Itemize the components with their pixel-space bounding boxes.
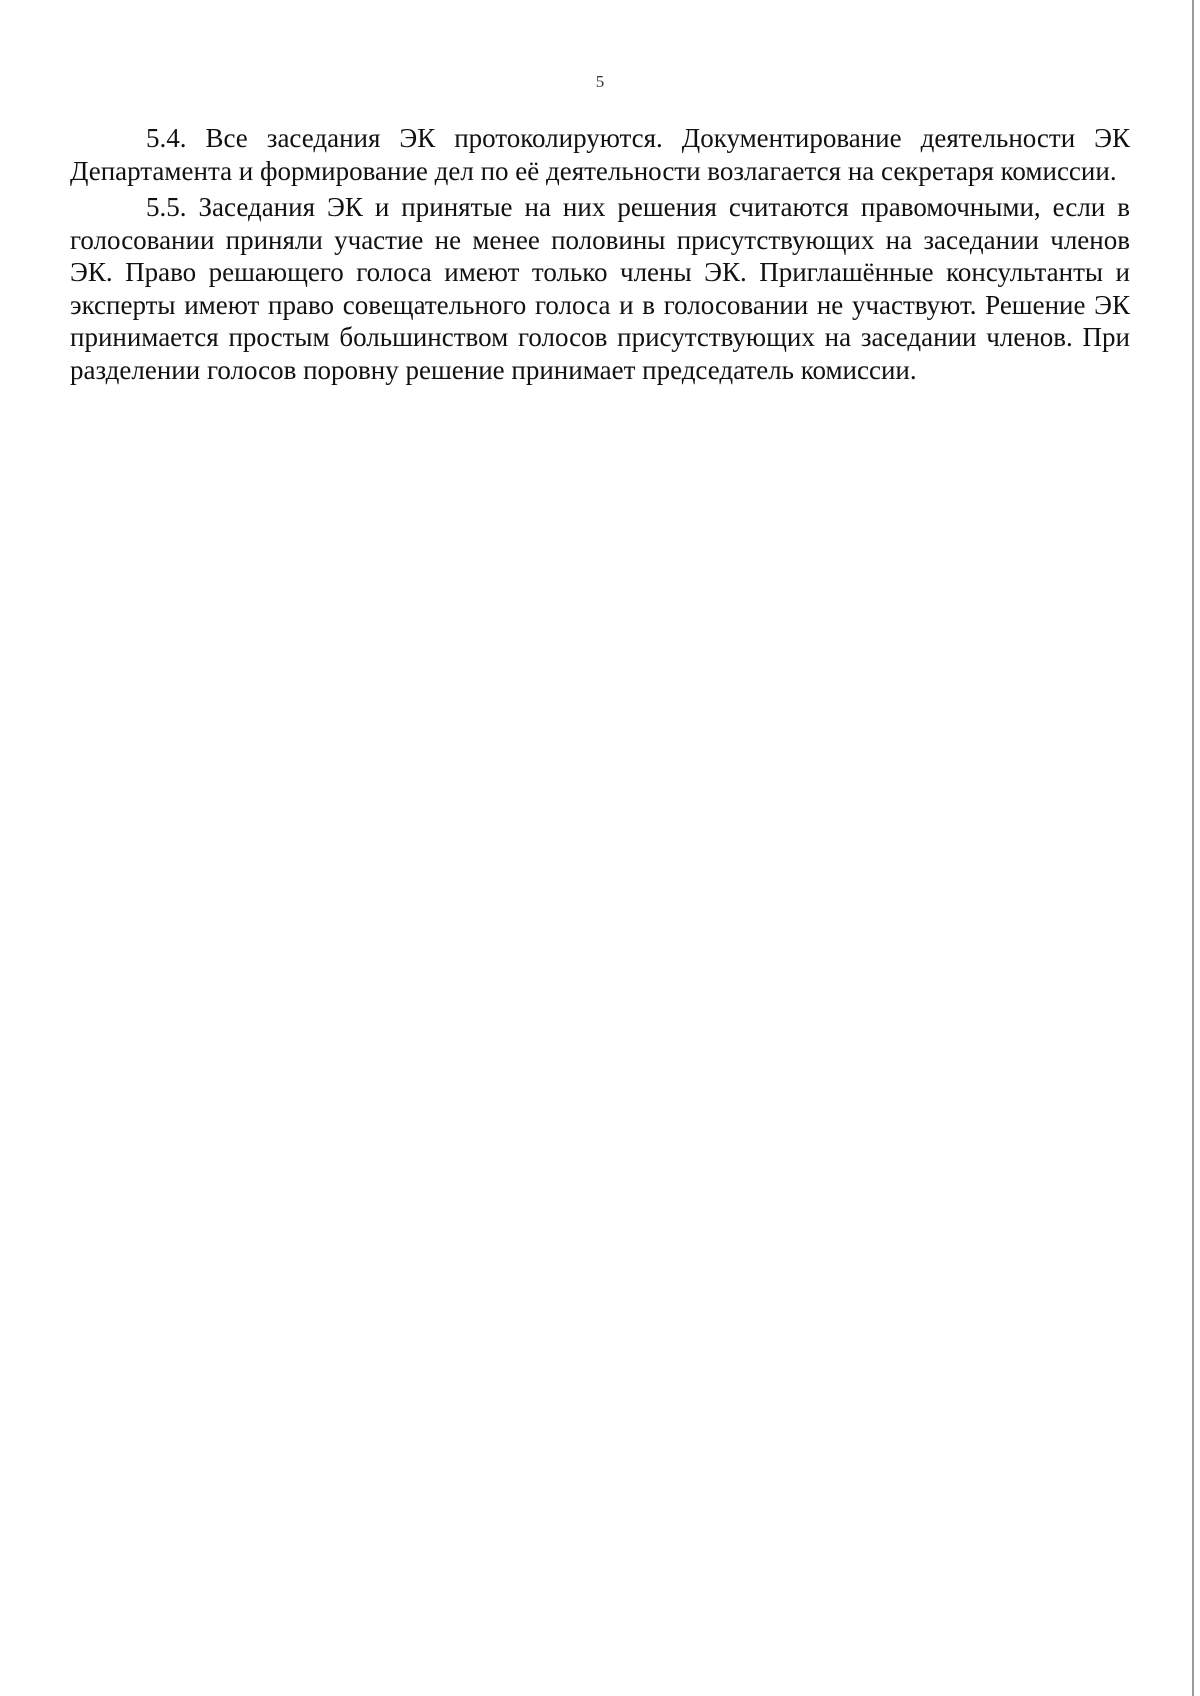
page-edge-line	[1192, 0, 1194, 1696]
document-body	[70, 122, 1130, 390]
page-number: 5	[595, 72, 605, 91]
paragraph-5-4: 5.4. Все заседания ЭК протоколируются. Документирование деятельности ЭК Департамента и формирование дел по её деятельности возлагается на секретаря комиссии.	[70, 123, 1130, 186]
paragraph-5-5: 5.5. Заседания ЭК и принятые на них решения считаются правомочными, если в голосовании приняли участие не менее половины присутствующих на заседании членов ЭК. Право решающего голоса имеют только члены ЭК. Приглашённые консультанты и эксперты имеют право совещательного голоса и в голосовании не участвуют. Решение ЭК принимается простым большинством голосов присутствующих на заседании членов. При разделении голосов поровну решение принимает председатель комиссии.	[70, 192, 1130, 385]
